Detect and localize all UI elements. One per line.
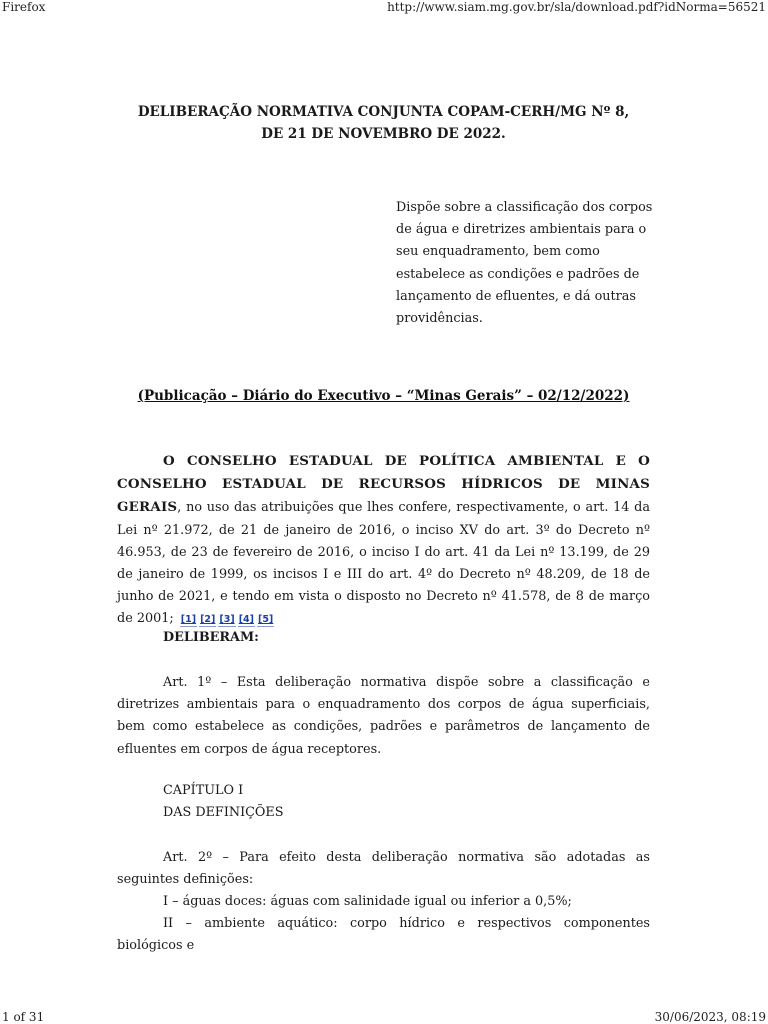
- note-ref-5[interactable]: [5]: [257, 614, 274, 626]
- article-1: Art. 1º – Esta deliberação normativa dispõe sobre a classificação e diretrizes ambientais para o enquadramento dos corpos de água superficiais, bem como estabelece as condições, padrões e parâmetros de lançamento de efluentes em corpos de água receptores.: [117, 675, 650, 757]
- note-ref-2[interactable]: [2]: [200, 614, 216, 626]
- chapter-number: CAPÍTULO I: [163, 783, 244, 798]
- title-line-2: DE 21 DE NOVEMBRO DE 2022.: [261, 126, 506, 142]
- page-indicator: 1 of 31: [2, 1010, 45, 1024]
- preamble-paragraph: [117, 450, 650, 631]
- print-datetime: 30/06/2023, 08:19: [654, 1010, 766, 1024]
- document-url: http://www.siam.mg.gov.br/sla/download.pdf?idNorma=56521: [387, 0, 766, 14]
- article-2: Art. 2º – Para efeito desta deliberação normativa são adotadas as seguintes definições:: [117, 850, 650, 888]
- note-ref-3[interactable]: [3]: [219, 614, 235, 626]
- preamble-body: , no uso das atribuições que lhes confere, respectivamente, o art. 14 da Lei nº 21.972, de 21 de janeiro de 2016, o inciso XV do art. 3º do Decreto nº 46.953, de 23 de fevereiro de 2016, o inciso I do art. 41 da Lei nº 13.199, de 29 de janeiro de 1999, os incisos I e III do art. 4º do Decreto nº 48.209, de 18 de junho de 2021, e tendo em vista o disposto no Decreto nº 41.578, de 8 de março de 2001;: [117, 500, 650, 627]
- publication-line: [117, 386, 650, 406]
- chapter-heading: [117, 780, 650, 824]
- document-title: [117, 101, 650, 145]
- chapter-title: DAS DEFINIÇÕES: [163, 805, 284, 821]
- ementa: Dispõe sobre a classificação dos corpos de água e diretrizes ambientais para o seu enquadramento, bem como estabelece as condições e padrões de lançamento de efluentes, e dá outras providências.: [396, 200, 653, 327]
- note-ref-4[interactable]: [4]: [238, 614, 254, 626]
- item-ii: II – ambiente aquático: corpo hídrico e respectivos componentes biológicos e: [117, 916, 650, 954]
- title-line-1: DELIBERAÇÃO NORMATIVA CONJUNTA COPAM-CERH/MG Nº 8,: [137, 104, 630, 120]
- publication-link[interactable]: (Publicação – Diário do Executivo – “Minas Gerais” – 02/12/2022): [137, 388, 630, 404]
- note-ref-1[interactable]: [1]: [180, 614, 197, 626]
- browser-app-name: Firefox: [2, 0, 46, 14]
- preamble-councils: O CONSELHO ESTADUAL DE POLÍTICA AMBIENTAL E O CONSELHO ESTADUAL DE RECURSOS HÍDRICOS DE MINAS GERAIS: [117, 453, 650, 516]
- deliberam-heading: DELIBERAM:: [163, 630, 259, 645]
- item-i: I – águas doces: águas com salinidade igual ou inferior a 0,5%;: [163, 894, 572, 909]
